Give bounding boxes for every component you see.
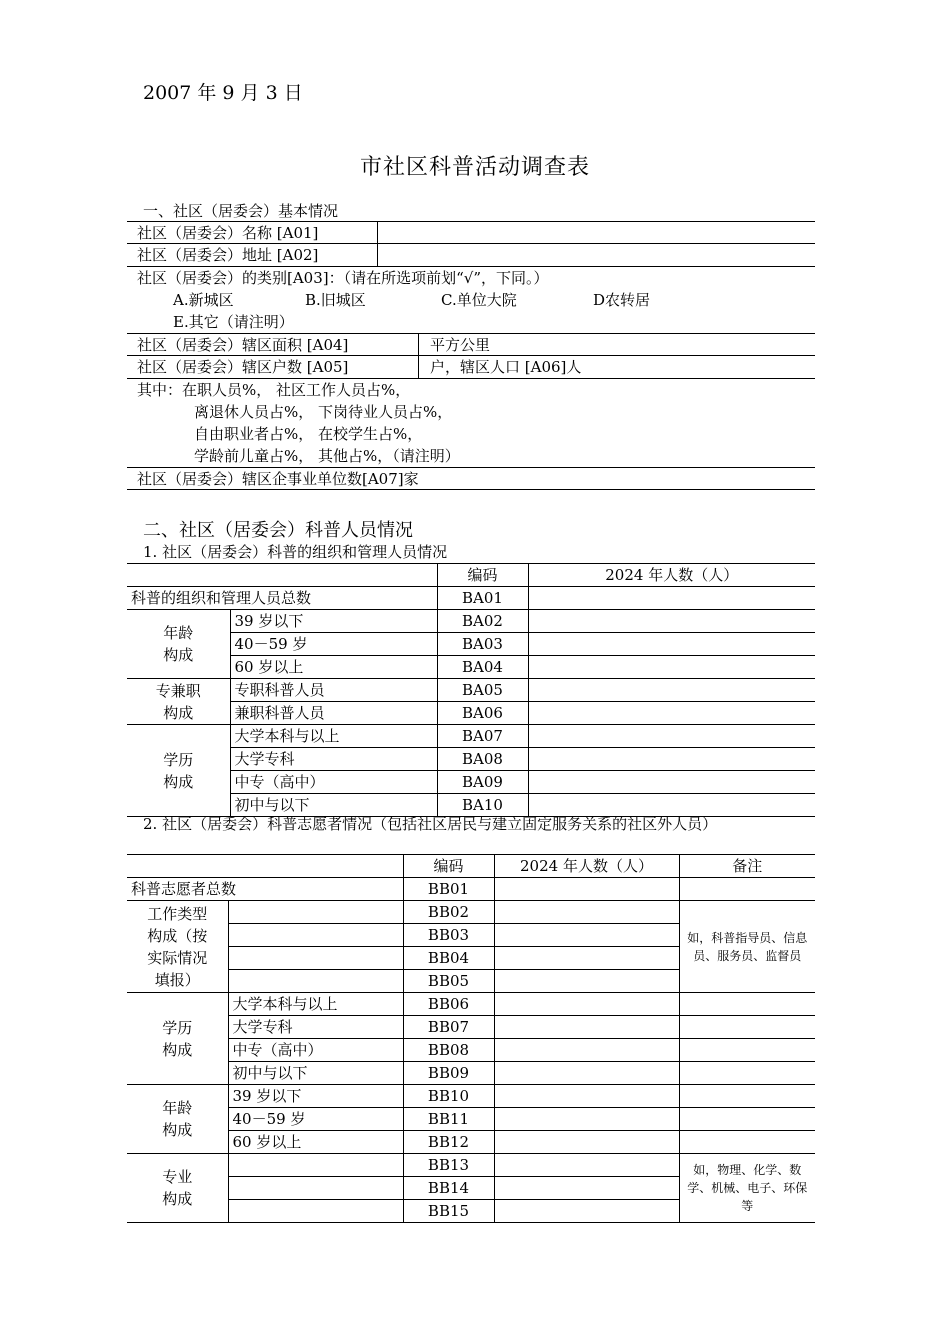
count-cell-bb01[interactable] [494,878,679,901]
table-row-label: 大学本科与以上 [230,725,437,748]
table2-total-label: 科普志愿者总数 [127,878,403,901]
table-row-label: 60 岁以上 [230,656,437,679]
table-row-label: 39 岁以下 [230,610,437,633]
document-date: 2007 年 9 月 3 日 [143,82,303,104]
table-row-label[interactable] [228,947,403,970]
count-cell-bb05[interactable] [494,970,679,993]
code-bb12: BB12 [403,1131,494,1154]
table-row-label: 大学专科 [230,748,437,771]
note-cell-bb12[interactable] [679,1131,815,1154]
count-cell-ba10[interactable] [528,794,815,817]
count-cell-bb13[interactable] [494,1154,679,1177]
note-cell-bb10[interactable] [679,1085,815,1108]
note-cell-bb07[interactable] [679,1016,815,1039]
table-row-label: 大学专科 [228,1016,403,1039]
count-cell-bb04[interactable] [494,947,679,970]
table1-total-label: 科普的组织和管理人员总数 [127,587,437,610]
households-label: 社区（居委会）辖区户数 [A05] [137,358,349,376]
section1-heading: 一、社区（居委会）基本情况 [143,202,339,220]
community-name-label: 社区（居委会）名称 [A01] [137,224,319,242]
table1-header-code: 编码 [437,564,528,587]
count-cell-bb14[interactable] [494,1177,679,1200]
count-cell-bb06[interactable] [494,993,679,1016]
section2-heading: 二、社区（居委会）科普人员情况 [143,520,413,541]
count-cell-ba02[interactable] [528,610,815,633]
code-ba08: BA08 [437,748,528,771]
code-bb11: BB11 [403,1108,494,1131]
table-row-label: 兼职科普人员 [230,702,437,725]
table-row-label[interactable] [228,924,403,947]
note-cell-bb11[interactable] [679,1108,815,1131]
table2-header-count: 2024 年人数（人） [494,855,679,878]
table-row-label: 初中与以下 [230,794,437,817]
table-row-label: 39 岁以下 [228,1085,403,1108]
count-cell-bb15[interactable] [494,1200,679,1223]
sub1-heading: 1. 社区（居委会）科普的组织和管理人员情况 [143,543,448,561]
count-cell-bb11[interactable] [494,1108,679,1131]
category-option-b: B.旧城区 [305,291,366,309]
note-cell-bb08[interactable] [679,1039,815,1062]
area-unit: 平方公里 [430,336,491,354]
table1-group-age: 年龄 构成 [127,610,230,679]
count-cell-ba09[interactable] [528,771,815,794]
enterprise-count-label: 社区（居委会）辖区企事业单位数[A07]家 [137,470,419,488]
households-unit: 户，辖区人口 [A06]人 [430,358,582,376]
code-ba03: BA03 [437,633,528,656]
table-row-label: 60 岁以上 [228,1131,403,1154]
table2-group-worktype: 工作类型 构成（按 实际情况 填报） [127,901,228,993]
count-cell-ba08[interactable] [528,748,815,771]
code-bb05: BB05 [403,970,494,993]
specialty-note: 如，物理、化学、数学、机械、电子、环保等 [679,1154,815,1223]
table2-group-age: 年龄 构成 [127,1085,228,1154]
code-bb14: BB14 [403,1177,494,1200]
code-bb03: BB03 [403,924,494,947]
table1-group-education: 学历 构成 [127,725,230,817]
code-bb06: BB06 [403,993,494,1016]
count-cell-ba06[interactable] [528,702,815,725]
note-cell-bb09[interactable] [679,1062,815,1085]
table-row-label: 大学本科与以上 [228,993,403,1016]
volunteers-table [127,854,815,1223]
code-bb15: BB15 [403,1200,494,1223]
table1-total-code: BA01 [437,587,528,610]
composition-line-1: 其中：在职人员%， 社区工作人员占%， [137,381,411,399]
code-ba04: BA04 [437,656,528,679]
code-bb13: BB13 [403,1154,494,1177]
count-cell-bb02[interactable] [494,901,679,924]
code-bb02: BB02 [403,901,494,924]
count-cell-ba04[interactable] [528,656,815,679]
code-ba09: BA09 [437,771,528,794]
table1-group-fulltime: 专兼职 构成 [127,679,230,725]
organizers-table [127,563,815,817]
count-cell-ba03[interactable] [528,633,815,656]
table-row-label: 初中与以下 [228,1062,403,1085]
table-row-label[interactable] [228,1154,403,1177]
community-address-label: 社区（居委会）地址 [A02] [137,246,319,264]
composition-line-3: 自由职业者占%， 在校学生占%， [194,425,423,443]
table2-group-education: 学历 构成 [127,993,228,1085]
code-ba06: BA06 [437,702,528,725]
code-bb08: BB08 [403,1039,494,1062]
table-row-label: 40－59 岁 [228,1108,403,1131]
note-cell-bb01[interactable] [679,878,815,901]
composition-line-2: 离退休人员占%， 下岗待业人员占%， [194,403,453,421]
code-bb07: BB07 [403,1016,494,1039]
area-label: 社区（居委会）辖区面积 [A04] [137,336,349,354]
table2-header-code: 编码 [403,855,494,878]
table2-header-note: 备注 [679,855,815,878]
category-option-a: A.新城区 [173,291,234,309]
count-cell-bb03[interactable] [494,924,679,947]
count-cell-bb10[interactable] [494,1085,679,1108]
count-cell-bb12[interactable] [494,1131,679,1154]
table-row-label[interactable] [228,1200,403,1223]
code-ba05: BA05 [437,679,528,702]
count-cell-bb09[interactable] [494,1062,679,1085]
code-ba07: BA07 [437,725,528,748]
count-cell-ba07[interactable] [528,725,815,748]
count-cell-bb07[interactable] [494,1016,679,1039]
table2-group-specialty: 专业 构成 [127,1154,228,1223]
table1-header-count: 2024 年人数（人） [528,564,815,587]
table-row-label: 中专（高中） [228,1039,403,1062]
page-title: 市社区科普活动调查表 [359,155,590,180]
count-cell-ba05[interactable] [528,679,815,702]
code-ba02: BA02 [437,610,528,633]
code-bb10: BB10 [403,1085,494,1108]
category-option-e: E.其它（请注明） [173,313,294,331]
table-row-label: 中专（高中） [230,771,437,794]
table-row-label[interactable] [228,901,403,924]
category-option-c: C.单位大院 [441,291,517,309]
composition-line-4: 学龄前儿童占%， 其他占%，（请注明） [194,447,460,465]
table-row-label[interactable] [228,1177,403,1200]
table-row-label: 专职科普人员 [230,679,437,702]
category-option-d: D农转居 [593,291,651,309]
table-row-label: 40－59 岁 [230,633,437,656]
count-cell-bb08[interactable] [494,1039,679,1062]
code-bb04: BB04 [403,947,494,970]
count-cell-ba01[interactable] [528,587,815,610]
table2-total-code: BB01 [403,878,494,901]
code-bb09: BB09 [403,1062,494,1085]
worktype-note: 如，科普指导员、信息员、服务员、监督员 [679,901,815,993]
note-cell-bb06[interactable] [679,993,815,1016]
sub2-heading: 2. 社区（居委会）科普志愿者情况（包括社区居民与建立固定服务关系的社区外人员） [143,815,718,833]
community-category-label: 社区（居委会）的类别[A03]：（请在所选项前划“√”，下同。） [137,269,549,287]
table-row-label[interactable] [228,970,403,993]
code-ba10: BA10 [437,794,528,817]
